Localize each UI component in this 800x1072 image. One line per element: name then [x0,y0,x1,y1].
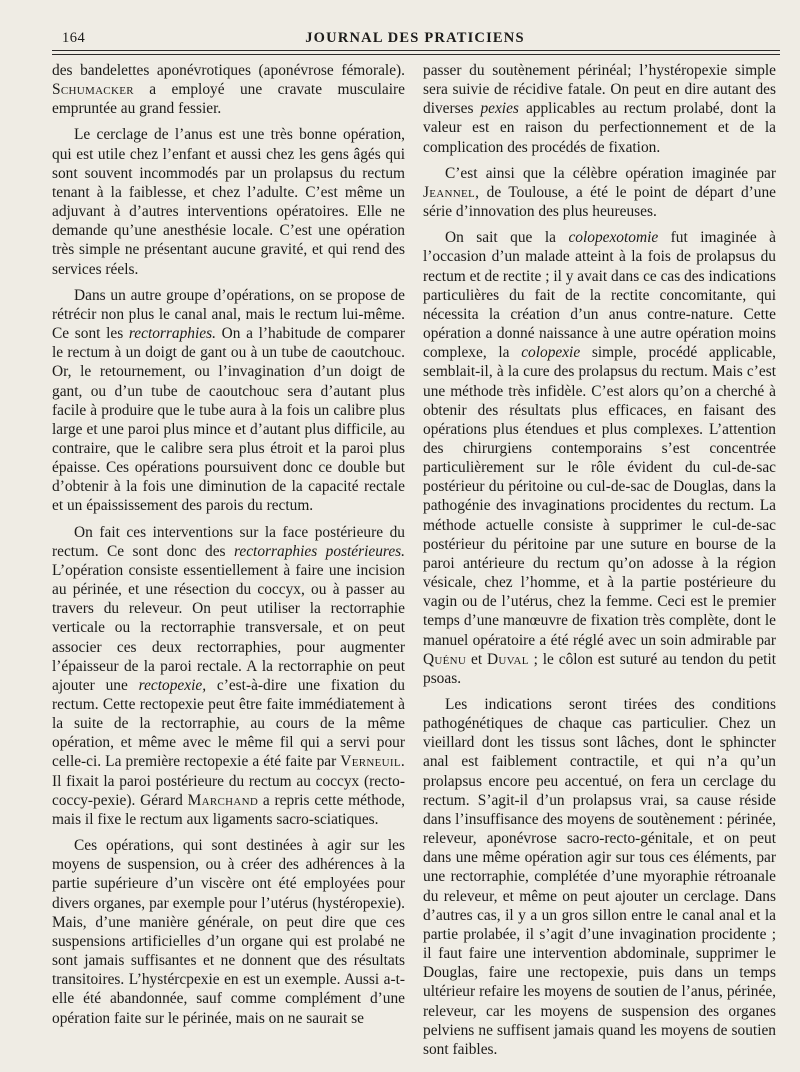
text-run: On sait que la [445,229,569,247]
text-run: Dans un autre groupe d’opérations, on se propose de rétrécir non plus le canal anal, mais le rectum lui-même. Ce sont les [52,286,405,343]
author-name: Jeannel, [423,183,480,201]
emphasis-term: rectorraphies. [128,325,216,343]
text-run: a repris cette méthode, mais il fixe le rectum aux ligaments sacro-sciatiques. [52,791,405,828]
paragraph: Les indications seront tirées des conditions pathogénétiques de chaque cas particulier. Chez un vieillard dont les tissus sont lâches, dont le sphincter anal est faiblement contractile, et qui n’a qu’un prolapsus encore peu accentué, on fera un cerclage du rectum. S’agit-il d’un prolapsus vrai, sa cause réside dans l’insuffisance des moyens de soutènement : périnée, releveur, aponévrose sacro-recto-génitale, et on peut dans une même opération agir sur tous ces éléments, par une rectorraphie, complétée d’une myoraphie rétroanale du releveur, et même on peut ajouter un cerclage. Dans d’autres cas, il y a un gros sillon entre le canal anal et la partie prolabée, il s’agit d’une invagination procidente ; il faut faire une intervention abdominale, supprimer le Douglas, faire une rectopexie, puis dans un temps ultérieur refaire les moyens de soutien de l’anus, périnée, releveur, car les moyens de suspension des organes pelviens ne suffisent jamais quand les moyens de soutien sont faibles. [423,696,776,1058]
emphasis-term: colopexotomie [568,229,659,247]
paragraph [423,228,776,688]
text-run: On fait ces interventions sur la face postérieure du rectum. Ce sont donc des [52,523,405,560]
paragraph: Ces opérations, qui sont destinées à agir sur les moyens de suspension, ou à créer des adhérences à la partie supérieure d’un viscère ont été employées pour divers organes, par exemple pour l’utérus (hystéropexie). Mais, d’une manière générale, on peut dire que ces suspensions artificielles d’un organe qui est prolabé ne sont jamais suffisantes et ne donnent que des résultats transitoires. L’hystércpexie en est un exemple. Aussi a-t-elle été abandonnée, sauf comme complément d’une opération faite sur le périnée, mais on ne saurait se [52,837,405,1027]
text-run: simple, procédé applicable, semblait-il, à la cure des prolapsus du rectum. Mais c’est une méthode très infidèle. C’est alors qu’on a cherché à obtenir des résultats plus efficaces, en faisant des opérations plus étendues et plus complexes. L’attention des chirurgiens contemporains s’est concentrée particulièrement sur le rôle évident du cul-de-sac postérieur du péritoine ou cul-de-sac de Douglas, dans la pathogénie des invaginations procidentes du rectum. La méthode actuelle consiste à supprimer le cul-de-sac postérieur du péritoine par une suture en bourse de la paroi antérieure du rectum qu’on adosse à la région vésicale, chez l’homme, et à la partie postérieure du vagin ou de l’utérus, chez la femme. Ceci est le premier temps d’une manœuvre de fixation très complète, dont le manuel opératoire a été réglé avec un soin admirable par [423,344,776,649]
author-name: Verneuil. [340,753,405,771]
text-run: des bandelettes aponévrotiques (aponévrose fémorale). [52,62,405,79]
header-rule-thin [52,50,780,51]
text-run: L’opération consiste essentiellement à faire une incision au périnée, et une résection du coccyx, ou à passer au travers du releveur. On peut utiliser la rectorraphie verticale ou la rectorraphie transversale, et on peut associer ces deux rectorraphies, pour augmenter l’épaisseur de la paroi rectale. A la rectorraphie on peut ajouter une [52,561,405,694]
text-run: C’est ainsi que la célèbre opération imaginée par [445,164,776,182]
text-run: a employé une cravate musculaire empruntée au grand fessier. [52,81,405,118]
author-name: Schumacker [52,81,134,99]
journal-title: JOURNAL DES PRATICIENS [305,30,525,46]
emphasis-term: colopexie [521,344,581,362]
header-rule-thick [52,54,780,55]
emphasis-term: pexies [480,100,519,118]
running-header [52,28,778,50]
right-column [423,61,776,1066]
paragraph [52,286,405,516]
text-run: ; le côlon est suturé au tendon du petit psoas. [423,650,776,687]
author-name: Marchand [187,791,259,809]
author-name: Quénu [423,650,467,668]
page-number: 164 [62,30,86,46]
author-name: Duval [487,650,529,668]
text-run: fut imaginée à l’occasion d’un malade atteint à la fois de prolapsus du rectum et de rectite ; il y avait dans ce cas des indications particulières du fait de la rectite concomitante, qui nécessita la création d’un anus contre-nature. Cette opération a donné naissance à une autre opération moins complexe, la [423,229,776,362]
text-run: de Toulouse, a été le point de départ d’une série d’innovation des plus heureuses. [423,183,776,221]
left-column [52,61,405,1035]
paragraph: Le cerclage de l’anus est une très bonne opération, qui est utile chez l’enfant et aussi chez les gens âgés qui sont souvent incommodés par un prolapsus du rectum tenant à la faiblesse, et chez l’adulte. C’est même un adjuvant à d’autres interventions opératoires. Elle ne demande qu’une anesthésie locale. C’est une opération très simple ne présentant aucune gravité, et qui rend des services réels. [52,126,405,278]
text-run: c’est-à-dire une fixation du rectum. Cette rectopexie peut être faite immédiatement à la suite de la rectorraphie, au cours de la même opération, et même avec le même fil qui a servi pour celle-ci. La première rectopexie a été faite par [52,676,406,771]
text-run: et [466,650,488,668]
paragraph [52,523,405,830]
text-run: Il fixait la paroi postérieure du rectum au coccyx (recto-coccy-pexie). Gérard [52,772,405,809]
paragraph [52,61,405,118]
paragraph [423,61,776,157]
text-run: On a l’habitude de comparer le rectum à un doigt de gant ou à un tube de caoutchouc. Or, le retournement, ou l’invagination d’un doigt de gant, ou d’un tube de caoutchouc sera d’autant plus facile à produire que le tube aura à la fois un calibre plus large et une paroi plus mince et d’autant plus difficile, au contraire, que le calibre sera plus étroit et la paroi plus épaisse. Ces opérations poursuivent donc ce double but d’obtenir à la fois une diminution de la capacité rectale et un épaississement des parois du rectum. [52,325,405,515]
emphasis-term: rectopexie, [138,676,207,694]
emphasis-term: rectorraphies postérieures. [233,542,405,560]
text-run: applicables au rectum prolabé, dont la valeur est en raison du perfectionnement et de la complication des procédés de fixation. [423,100,776,156]
paragraph [423,164,776,221]
text-run: passer du soutènement périnéal; l’hystéropexie simple sera suivie de récidive fatale. On peut en dire autant des diverses [423,62,776,118]
